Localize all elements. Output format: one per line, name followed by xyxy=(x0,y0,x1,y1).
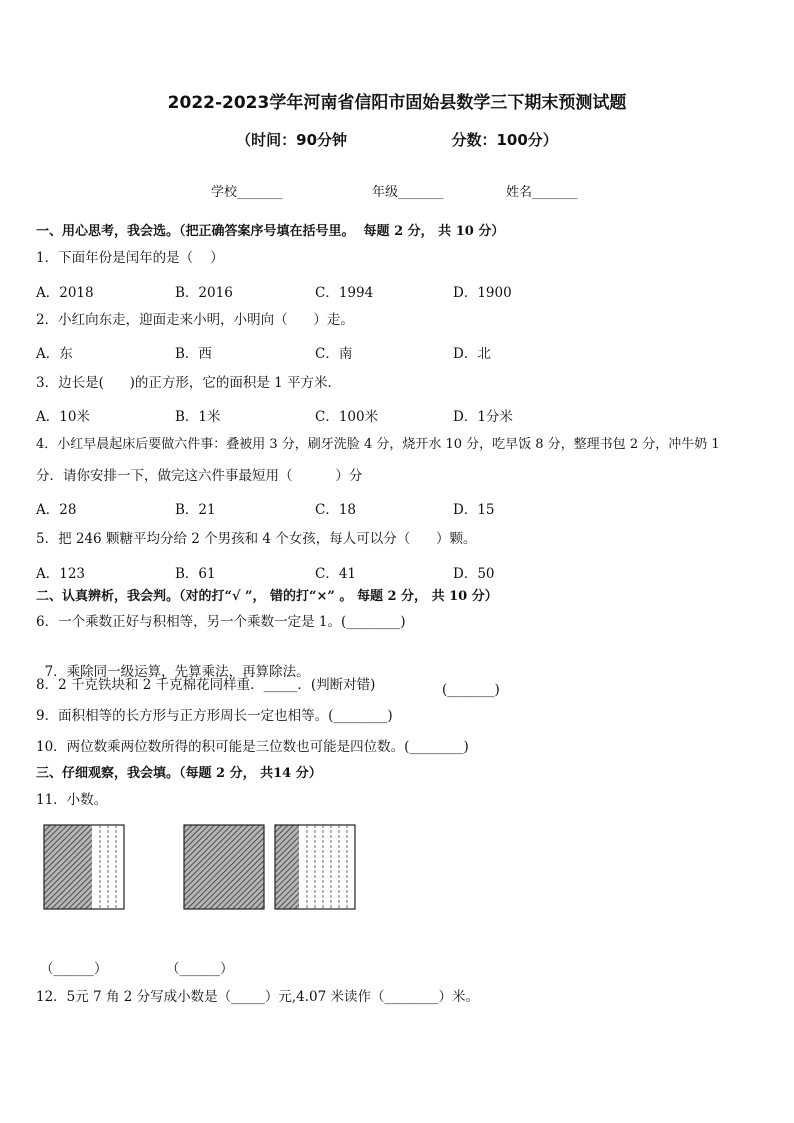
q1-option-c[interactable]: C．1994 xyxy=(315,285,374,301)
q3-option-b[interactable]: B．1米 xyxy=(175,409,221,425)
figure-square-2 xyxy=(184,825,264,909)
figure-square-1 xyxy=(44,825,124,909)
name-field[interactable]: 姓名_______ xyxy=(506,185,578,200)
q1-option-b[interactable]: B．2016 xyxy=(175,285,233,301)
page-title: 2022-2023学年河南省信阳市固始县数学三下期末预测试题 xyxy=(167,93,627,113)
decimal-figure xyxy=(0,824,794,914)
q2-option-b[interactable]: B．西 xyxy=(175,346,212,362)
exam-time-score: （时间：90分钟 分数：100分） xyxy=(236,131,558,149)
question-11: 11．小数。 xyxy=(36,792,108,808)
q2-option-a[interactable]: A．东 xyxy=(36,346,73,362)
question-7-text: 7．乘除同一级运算，先算乘法，再算除法。 xyxy=(44,664,310,680)
q11-answer-blank-2[interactable]: （______） xyxy=(166,961,234,977)
q2-option-c[interactable]: C．南 xyxy=(315,346,353,362)
figure-square-3 xyxy=(275,825,355,909)
question-5: 5．把 246 颗糖平均分给 2 个男孩和 4 个女孩，每人可以分（ ）颗。 xyxy=(36,531,477,547)
section-heading-2: 二、认真辨析，我会判。（对的打“√ ”， 错的打“×” 。 每题 2 分， 共 10 分） xyxy=(36,589,498,604)
question-4: 4．小红早晨起床后要做六件事：叠被用 3 分，刷牙洗脸 4 分，烧开水 10 分，吃早饭 8 分，整理书包 2 分，冲牛奶 1 xyxy=(36,437,720,452)
question-1: 1．下面年份是闰年的是（ ） xyxy=(36,250,224,266)
q5-option-d[interactable]: D．50 xyxy=(453,566,495,582)
question-3: 3．边长是( )的正方形，它的面积是 1 平方米． xyxy=(36,375,342,391)
question-2: 2．小红向东走，迎面走来小明，小明向（ ）走。 xyxy=(36,312,354,328)
q4-option-c[interactable]: C．18 xyxy=(315,502,357,518)
q4-option-b[interactable]: B．21 xyxy=(175,502,216,518)
q11-answer-blank-1[interactable]: （______） xyxy=(40,961,108,977)
q4-option-d[interactable]: D．15 xyxy=(453,502,495,518)
question-12: 12．5元 7 角 2 分写成小数是（_____）元,4.07 米读作（________）米。 xyxy=(36,989,480,1005)
question-9: 9．面积相等的长方形与正方形周长一定也相等。(________) xyxy=(36,708,393,724)
q2-option-d[interactable]: D．北 xyxy=(453,346,491,362)
q3-option-c[interactable]: C．100米 xyxy=(315,409,379,425)
q4-option-a[interactable]: A．28 xyxy=(36,502,77,518)
q3-option-d[interactable]: D．1分米 xyxy=(453,409,513,425)
question-8: 8．2 千克铁块和 2 千克棉花同样重．_____．(判断对错) xyxy=(36,677,376,693)
question-10: 10．两位数乘两位数所得的积可能是三位数也可能是四位数。(________) xyxy=(36,739,469,755)
section-heading-1: 一、用心思考，我会选。（把正确答案序号填在括号里。 每题 2 分， 共 10 分） xyxy=(36,224,505,239)
school-field[interactable]: 学校_______ xyxy=(211,185,283,200)
question-4-continued: 分．请你安排一下，做完这六件事最短用（ ）分 xyxy=(36,468,363,484)
q1-option-d[interactable]: D．1900 xyxy=(453,285,512,301)
q5-option-a[interactable]: A．123 xyxy=(36,566,86,582)
q1-option-a[interactable]: A．2018 xyxy=(36,285,94,301)
section-heading-3: 三、仔细观察，我会填。（每题 2 分， 共14 分） xyxy=(36,766,322,781)
grade-field[interactable]: 年级_______ xyxy=(372,185,444,200)
question-7-answer-blank[interactable]: (_______) xyxy=(442,682,500,698)
q3-option-a[interactable]: A．10米 xyxy=(36,409,90,425)
question-6: 6．一个乘数正好与积相等，另一个乘数一定是 1。(________) xyxy=(36,614,406,630)
q5-option-c[interactable]: C．41 xyxy=(315,566,357,582)
q5-option-b[interactable]: B．61 xyxy=(175,566,216,582)
